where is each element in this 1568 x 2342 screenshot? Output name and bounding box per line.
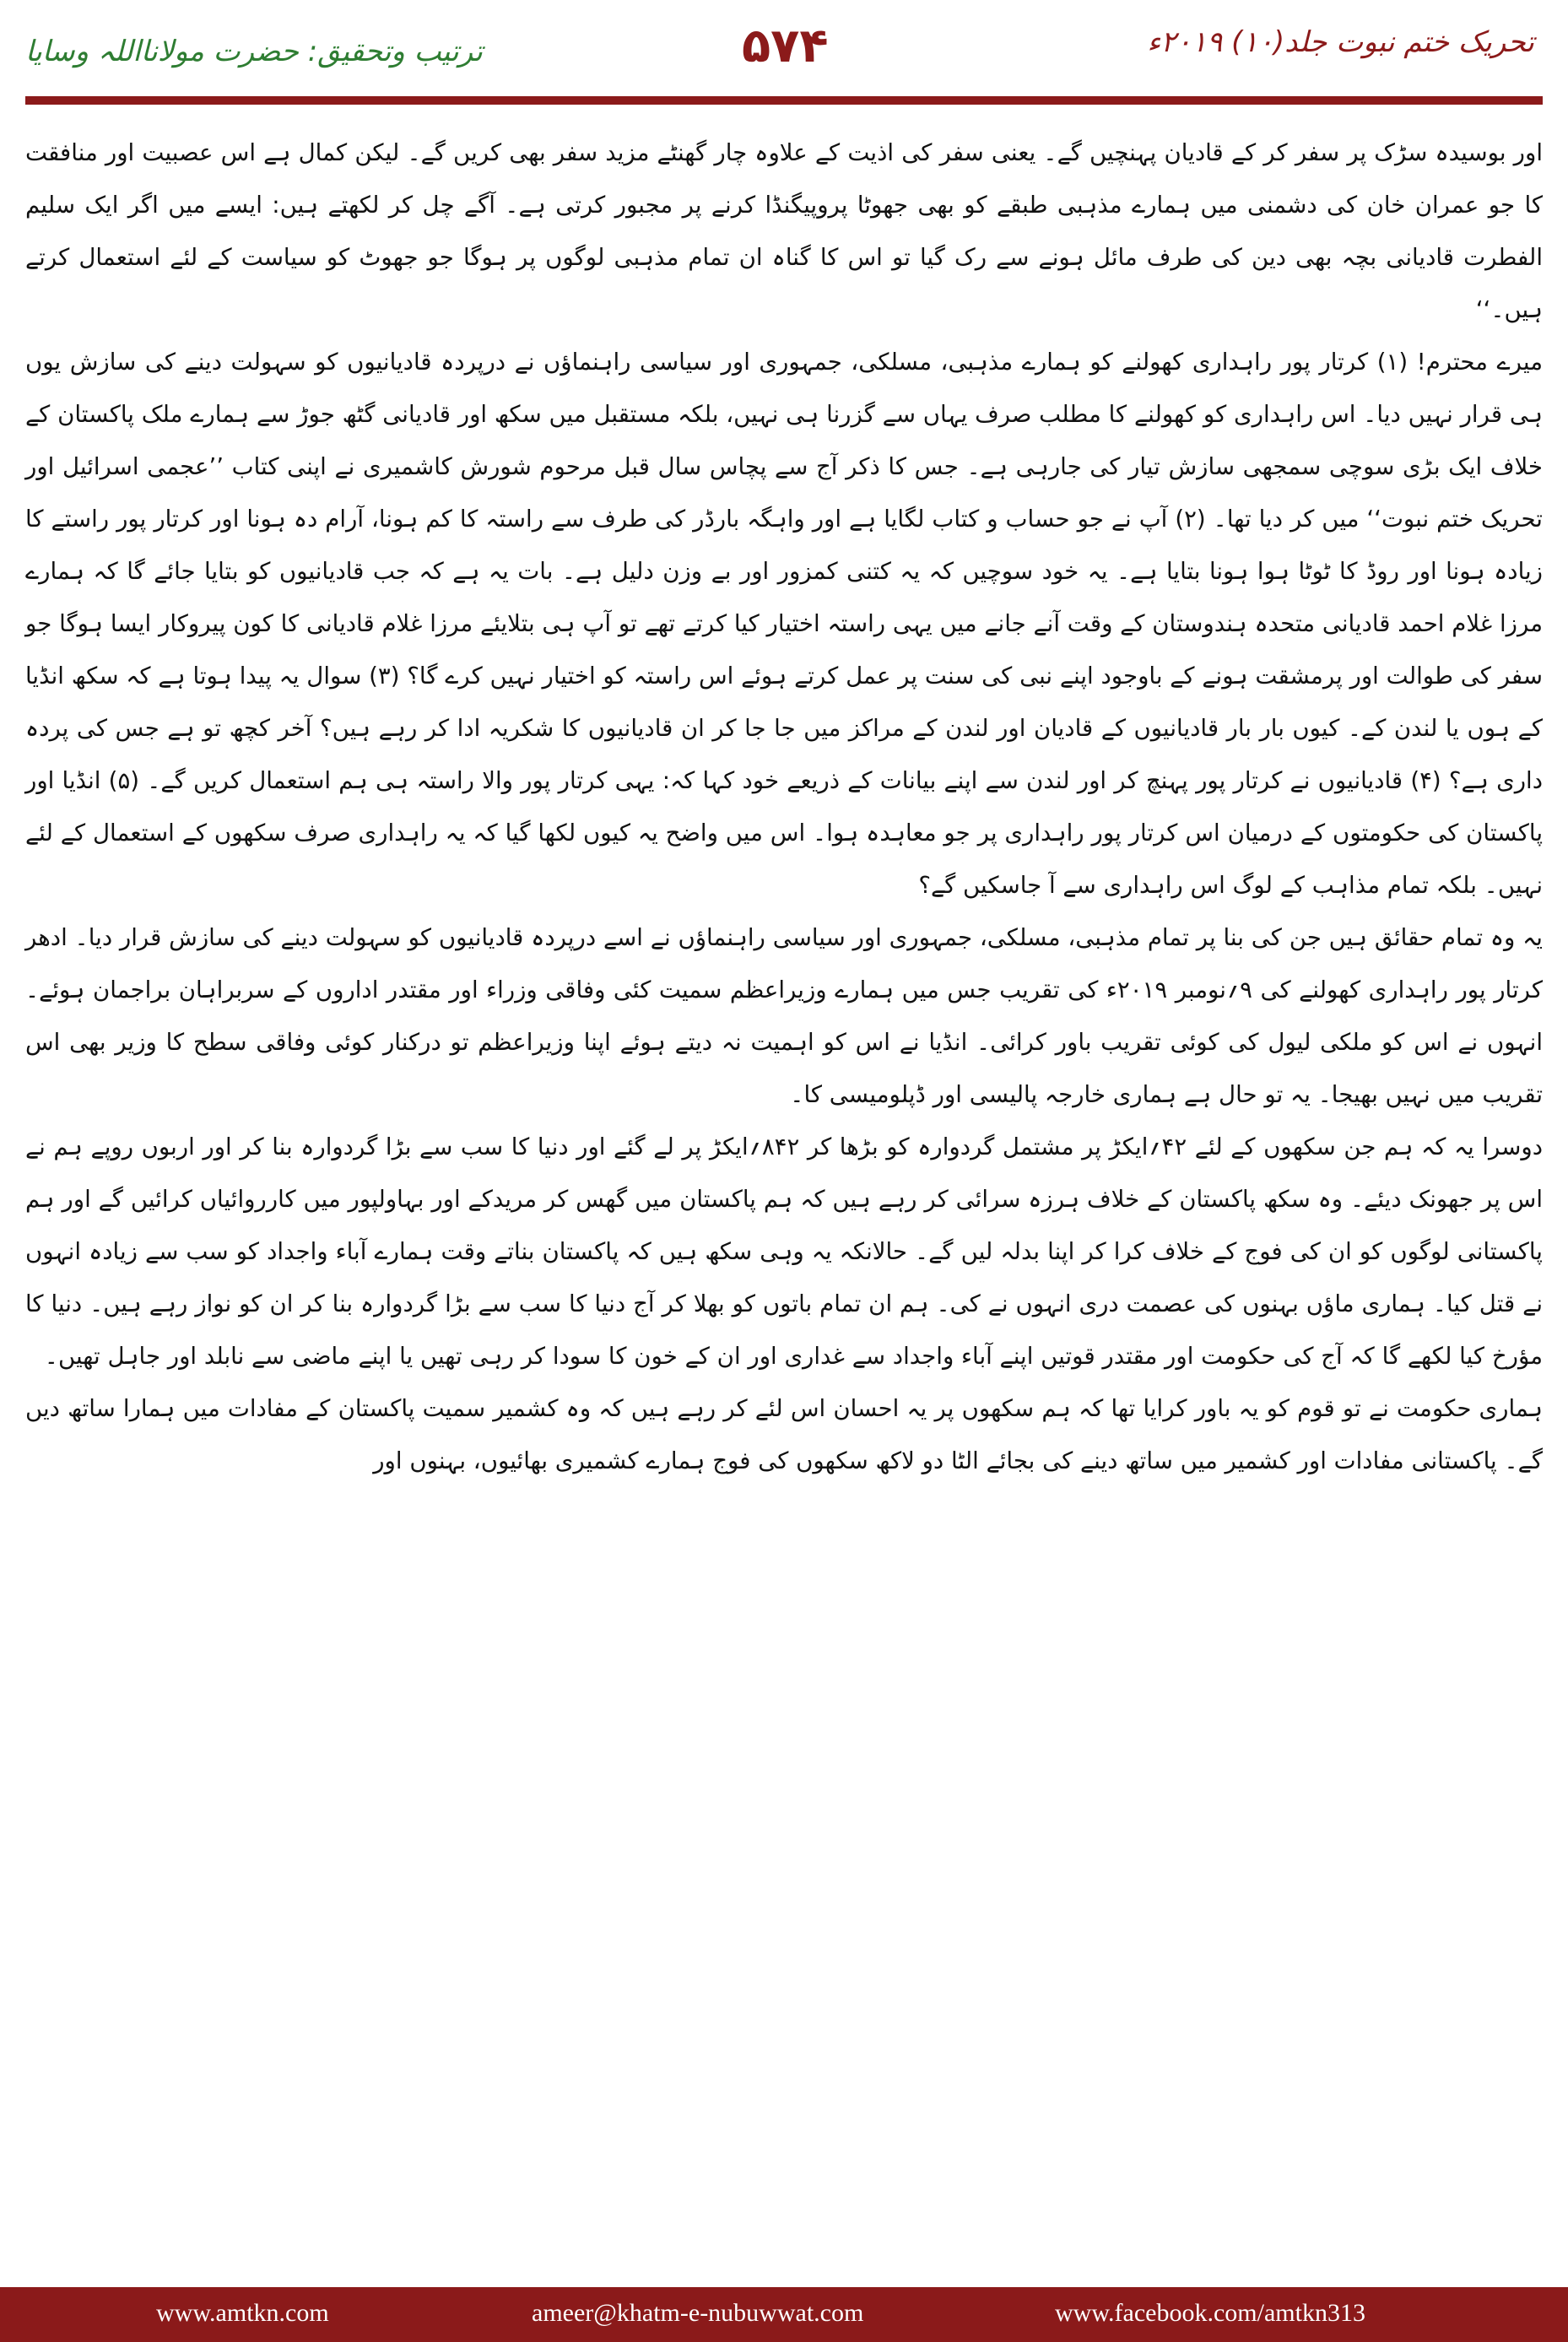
page-number: ۵۷۴ (742, 19, 829, 73)
paragraph-5: ہماری حکومت نے تو قوم کو یہ باور کرایا تھا کہ ہم سکھوں پر یہ احسان اس لئے کر رہے ہیں کہ وہ کشمیر سمیت پاکستان کے مفادات میں ہمارا ساتھ دیں گے۔ پاکستانی مفادات اور کشمیر میں ساتھ دینے کی بجائے الٹا دو لاکھ سکھوں کی فوج ہمارے کشمیری بھائیوں، بہنوں اور (25, 1394, 1543, 1474)
header-divider (25, 96, 1543, 105)
page-footer (0, 2287, 1568, 2342)
email-link[interactable]: ameer@khatm-e-nubuwwat.com (532, 2299, 864, 2327)
paragraph-3: یہ وہ تمام حقائق ہیں جن کی بنا پر تمام مذہبی، مسلکی، جمہوری اور سیاسی راہنماؤں نے اسے درپردہ قادیانیوں کو سہولت دینے کی سازش قرار دیا۔ ادھر کرتار پور راہداری کھولنے کی ۹؍نومبر ۲۰۱۹ء کی تقریب جس میں ہمارے وزیراعظم سمیت کئی وفاقی وزراء اور مقتدر اداروں کے سربراہان براجمان ہوئے۔ انہوں نے اس کو ملکی لیول کی کوئی تقریب باور کرائی۔ انڈیا نے اس کو اہمیت نہ دیتے ہوئے اپنا وزیراعظم تو درکنار کوئی وفاقی سطح کا وزیر بھی اس تقریب میں نہیں بھیجا۔ یہ تو حال ہے ہماری خارجہ پالیسی اور ڈپلومیسی کا۔ (25, 923, 1543, 1108)
paragraph-1: اور بوسیدہ سڑک پر سفر کر کے قادیان پہنچیں گے۔ یعنی سفر کی اذیت کے علاوہ چار گھنٹے مزید سفر بھی کریں گے۔ لیکن کمال ہے اس عصبیت اور منافقت کا جو عمران خان کی دشمنی میں ہمارے مذہبی طبقے کو بھی جھوٹا پروپیگنڈا کرنے پر مجبور کرتی ہے۔ آگے چل کر لکھتے ہیں: ایسے میں اگر ایک سلیم الفطرت قادیانی بچہ بھی دین کی طرف مائل ہونے سے رک گیا تو اس کا گناہ ان تمام مذہبی لوگوں پر ہوگا جو جھوٹ کو سیاست کے لئے استعمال کرتے ہیں۔‘‘ (25, 138, 1543, 323)
article-body (25, 127, 1543, 2262)
book-title: تحریک ختم نبوت جلد(۱۰) ۲۰۱۹ء (1147, 25, 1534, 59)
compiler-credit: ترتیب وتحقیق: حضرت مولانااللہ وسایا (25, 35, 483, 68)
paragraph-4: دوسرا یہ کہ ہم جن سکھوں کے لئے ۴۲؍ایکڑ پر مشتمل گردوارہ کو بڑھا کر ۸۴۲؍ایکڑ پر لے گئے اور دنیا کا سب سے بڑا گردوارہ بنا کر اور اربوں روپے ہم نے اس پر جھونک دیئے۔ وہ سکھ پاکستان کے خلاف ہرزہ سرائی کر رہے ہیں کہ ہم پاکستان میں گھس کر مریدکے اور بہاولپور میں کارروائیاں کرائیں گے اور ہم پاکستانی لوگوں کو ان کی فوج کے خلاف کرا کر اپنا بدلہ لیں گے۔ حالانکہ یہ وہی سکھ ہیں کہ پاکستان بناتے وقت ہمارے آباء واجداد کو سب سے زیادہ انہوں نے قتل کیا۔ ہماری ماؤں بہنوں کی عصمت دری انہوں نے کی۔ ہم ان تمام باتوں کو بھلا کر آج دنیا کا سب سے بڑا گردوارہ بنا کر ان کو نواز رہے ہیں۔ دنیا کا مؤرخ کیا لکھے گا کہ آج کی حکومت اور مقتدر قوتیں اپنے آباء واجداد سے غداری اور ان کے خون کا سودا کر رہی تھیں یا اپنے ماضی سے نابلد اور جاہل تھیں۔ (25, 1133, 1543, 1370)
paragraph-2: میرے محترم! (۱) کرتار پور راہداری کھولنے کو ہمارے مذہبی، مسلکی، جمہوری اور سیاسی راہنماؤں نے درپردہ قادیانیوں کو سہولت دینے کی سازش یوں ہی قرار نہیں دیا۔ اس راہداری کو کھولنے کا مطلب صرف یہاں سے گزرنا ہی نہیں، بلکہ مستقبل میں سکھ اور قادیانی گٹھ جوڑ سے ہمارے ملک پاکستان کے خلاف ایک بڑی سوچی سمجھی سازش تیار کی جارہی ہے۔ جس کا ذکر آج سے پچاس سال قبل مرحوم شورش کاشمیری نے اپنی کتاب ’’عجمی اسرائیل اور تحریک ختم نبوت‘‘ میں کر دیا تھا۔ (۲) آپ نے جو حساب و کتاب لگایا ہے اور واہگہ بارڈر کی طرف سے راستہ کا کم ہونا، آرام دہ ہونا اور کرتار پور راستے کا زیادہ ہونا اور روڈ کا ٹوٹا ہوا ہونا بتایا ہے۔ یہ خود سوچیں کہ یہ کتنی کمزور اور بے وزن دلیل ہے۔ بات یہ ہے کہ جب قادیانیوں کو بتایا جائے گا کہ ہمارے مرزا غلام احمد قادیانی متحدہ ہندوستان کے وقت آنے جانے میں یہی راستہ اختیار کیا کرتے تھے تو آپ ہی بتلایئے مرزا غلام قادیانی کا کون پیروکار ایسا ہوگا جو سفر کی طوالت اور پرمشقت ہونے کے باوجود اپنے نبی کی سنت پر عمل کرتے ہوئے اس راستہ کو اختیار نہیں کرے گا؟ (۳) سوال یہ پیدا ہوتا ہے کہ سکھ انڈیا کے ہوں یا لندن کے۔ کیوں بار بار قادیانیوں کے قادیان اور لندن کے مراکز میں جا جا کر ان قادیانیوں کا شکریہ ادا کر رہے ہیں؟ آخر کچھ تو ہے جس کی پردہ داری ہے؟ (۴) قادیانیوں نے کرتار پور پہنچ کر اور لندن سے اپنے بیانات کے ذریعے خود کہا کہ: یہی کرتار پور والا راستہ ہی ہم استعمال کریں گے۔ (۵) انڈیا اور پاکستان کی حکومتوں کے درمیان اس کرتار پور راہداری پر جو معاہدہ ہوا۔ اس میں واضح یہ کیوں لکھا گیا کہ یہ راہداری صرف سکھوں کے استعمال کے لئے نہیں۔ بلکہ تمام مذاہب کے لوگ اس راہداری سے آ جاسکیں گے؟ (25, 348, 1543, 899)
facebook-link[interactable]: www.facebook.com/amtkn313 (1055, 2299, 1365, 2327)
website-link[interactable]: www.amtkn.com (156, 2299, 329, 2327)
page-header (0, 0, 1568, 127)
